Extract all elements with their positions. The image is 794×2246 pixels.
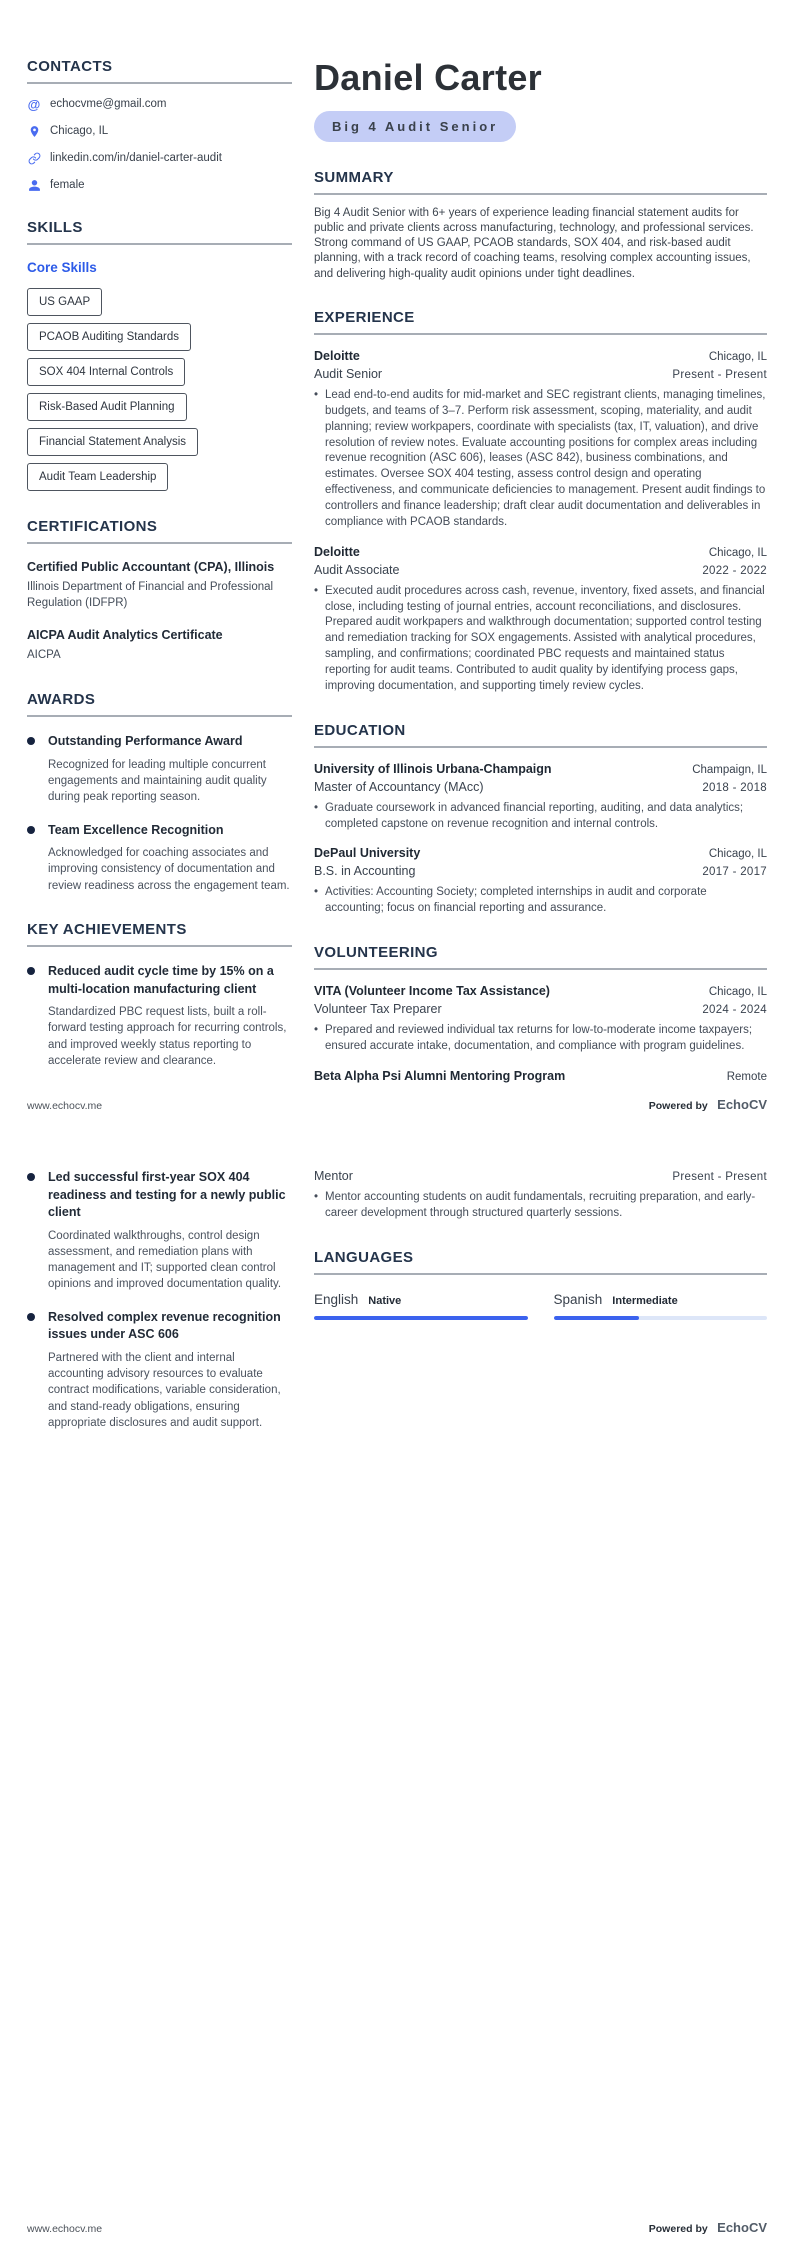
footer-site-url[interactable]: www.echocv.me (27, 2223, 103, 2235)
organization-location: Remote (726, 1070, 767, 1083)
experience-entry (314, 545, 767, 695)
powered-by-label: Powered by (648, 1100, 708, 1112)
link-icon (27, 151, 41, 165)
skill-pill: US GAAP (27, 288, 102, 316)
education-bullet-text: Activities: Accounting Society; completed internships in audit and corporate accounting; focus on financial reporting and assurance. (325, 886, 707, 915)
volunteer-bullet (314, 1190, 767, 1222)
achievement-description: Coordinated walkthroughs, control design assessment, and remediation plans with management and IT; supported clean control opinions and improved documentation quality. (48, 1229, 282, 1291)
volunteering-heading: VOLUNTEERING (314, 944, 767, 970)
education-entry (314, 762, 767, 833)
footer-site-url[interactable]: www.echocv.me (27, 1100, 103, 1112)
job-bullet (314, 388, 767, 531)
experience-entry (314, 349, 767, 531)
volunteering-entry (314, 1069, 767, 1083)
company-name: Deloitte (314, 349, 360, 363)
volunteering-section (314, 944, 767, 1083)
bullet-dot-icon (27, 967, 35, 975)
bullet-dot-icon (27, 826, 35, 834)
bullet-glyph: • (314, 584, 319, 597)
education-bullet (314, 801, 767, 833)
skill-pill: PCAOB Auditing Standards (27, 323, 191, 351)
award-description: Recognized for leading multiple concurrent engagements and maintaining audit quality during peak reporting season. (48, 758, 267, 804)
bullet-glyph: • (314, 886, 319, 899)
volunteer-bullet (314, 1023, 767, 1055)
bullet-glyph: • (314, 801, 319, 814)
education-section (314, 722, 767, 917)
page-footer (27, 2219, 767, 2237)
job-bullet-text: Executed audit procedures across cash, revenue, inventory, fixed assets, and financial close, including testing of journal entries, account reconciliations, and disclosures. Prepared audit workpapers and walkthrough documentation; supported control testing and remediation tracking for SOX engagements. Assisted with analytical procedures, sampling, and confirmations; coordinated PBC requests and maintained status reporting for audit teams. Contributed to audit quality by identifying process gaps, improving documentation, and supporting timely review cycles. (325, 584, 765, 692)
volunteering-entry (314, 984, 767, 1055)
bullet-dot-icon (27, 1313, 35, 1321)
achievement-title: Resolved complex revenue recognition issues under ASC 606 (48, 1309, 281, 1342)
achievement-item (27, 1169, 292, 1293)
sidebar-continued (27, 1169, 292, 1458)
organization-location: Chicago, IL (708, 986, 767, 999)
key-achievements-continued (27, 1169, 292, 1431)
key-achievements-section (27, 921, 292, 1069)
certification-item (27, 627, 292, 664)
contact-email (27, 97, 292, 111)
summary-section (314, 169, 767, 282)
job-dates: Present - Present (672, 369, 767, 381)
candidate-name: Daniel Carter (314, 57, 542, 98)
summary-heading: SUMMARY (314, 169, 767, 195)
job-title: Audit Associate (314, 562, 400, 577)
bullet-glyph: • (314, 389, 319, 401)
education-bullet (314, 885, 767, 917)
skills-heading: SKILLS (27, 219, 292, 245)
skills-section (27, 219, 292, 491)
achievement-item (27, 963, 292, 1069)
certification-title: Certified Public Accountant (CPA), Illinois (27, 560, 275, 574)
resume-page-2 (0, 1123, 794, 2246)
language-proficiency-bar (554, 1316, 768, 1320)
awards-section (27, 691, 292, 894)
school-location: Champaign, IL (692, 763, 767, 776)
award-item (27, 822, 292, 894)
award-description: Acknowledged for coaching associates and improving consistency of documentation and review readiness across the engagement team. (48, 847, 290, 892)
company-location: Chicago, IL (708, 351, 767, 363)
education-heading: EDUCATION (314, 722, 767, 748)
job-title: Audit Senior (314, 367, 383, 381)
organization-name: Beta Alpha Psi Alumni Mentoring Program (314, 1068, 566, 1083)
language-item (314, 1292, 528, 1320)
achievement-description: Standardized PBC request lists, built a roll-forward testing approach for recurring controls, and improved weekly status reporting to accelerate review and clearance. (48, 1006, 287, 1068)
contact-gender-text: female (50, 179, 85, 191)
education-bullet-text: Graduate coursework in advanced financial reporting, auditing, and data analytics; completed capstone on revenue recognition and internal controls. (325, 801, 744, 830)
contacts-heading: CONTACTS (27, 58, 292, 84)
achievement-title: Reduced audit cycle time by 15% on a multi-location manufacturing client (48, 964, 274, 996)
certification-issuer: Illinois Department of Financial and Professional Regulation (IDFPR) (27, 581, 274, 610)
skills-group-label: Core Skills (27, 260, 97, 275)
bullet-dot-icon (27, 1173, 35, 1181)
language-level: Native (368, 1294, 402, 1307)
contacts-section (27, 58, 292, 192)
skill-pill: Audit Team Leadership (27, 463, 168, 491)
language-level: Intermediate (612, 1294, 678, 1307)
education-entry (314, 846, 767, 917)
title-badge: Big 4 Audit Senior (314, 111, 516, 142)
bullet-dot-icon (27, 737, 35, 745)
volunteering-entry-continued (314, 1169, 767, 1222)
awards-heading: AWARDS (27, 691, 292, 717)
person-icon (27, 178, 41, 192)
page-footer (27, 1096, 767, 1114)
contact-email-text[interactable]: echocvme@gmail.com (50, 98, 167, 110)
volunteer-bullet-text: Mentor accounting students on audit fundamentals, recruiting preparation, and early-career development through structured quarterly sessions. (325, 1191, 756, 1219)
bullet-glyph: • (314, 1191, 319, 1203)
at-icon: @ (27, 96, 41, 112)
brand-name[interactable]: EchoCV (717, 1097, 767, 1112)
certification-title: AICPA Audit Analytics Certificate (27, 627, 223, 642)
school-location: Chicago, IL (708, 848, 767, 861)
main-column (314, 58, 767, 1096)
achievement-item (27, 1309, 292, 1432)
experience-heading: EXPERIENCE (314, 309, 767, 335)
bullet-glyph: • (314, 1024, 319, 1037)
job-bullet-text: Lead end-to-end audits for mid-market and SEC registrant clients, managing timelines, budgets, and teams of 3–7. Perform risk assessment, scoping, materiality, and audit planning; review workpapers, coordinate with specialists (tax, IT, valuation), and drive resolution of review notes. Evaluate accounting positions for complex areas including revenue recognition (ASC 606), leases (ASC 842), business combinations, and estimates. Oversee SOX 404 testing, assess control design and operating effectiveness, and communicate deficiencies to management. Present audit findings to controllers and finance leadership; draft clear audit documentation and deliverables in compliance with PCAOB standards. (325, 389, 766, 528)
skill-pill: Financial Statement Analysis (27, 428, 198, 456)
main-column-continued (314, 1169, 767, 1458)
footer-powered-by (649, 1096, 767, 1114)
certification-issuer: AICPA (27, 649, 61, 662)
award-item (27, 733, 292, 805)
key-achievements-heading: KEY ACHIEVEMENTS (27, 921, 292, 947)
language-proficiency-bar (314, 1316, 528, 1320)
certifications-heading: CERTIFICATIONS (27, 518, 292, 544)
organization-name: VITA (Volunteer Income Tax Assistance) (314, 984, 550, 999)
contact-linkedin-text[interactable]: linkedin.com/in/daniel-carter-audit (50, 152, 222, 164)
achievement-description: Partnered with the client and internal accounting advisory resources to evaluate contract modifications, variable consideration, and stand-ready obligations, ensuring appropriate disclosures and audit support. (48, 1351, 281, 1430)
summary-text: Big 4 Audit Senior with 6+ years of experience leading financial statement audits for public and private clients across manufacturing, technology, and professional services. Strong command of US GAAP, PCAOB standards, SOX 404, and risk-based audit planning, with a track record of coaching teams, resolving complex accounting issues, and delivering high-quality audit opinions under tight deadlines. (314, 206, 754, 280)
volunteer-role: Volunteer Tax Preparer (314, 1002, 442, 1017)
languages-section (314, 1249, 767, 1320)
language-name: English (314, 1291, 359, 1307)
certification-item (27, 559, 292, 612)
volunteer-bullet-text: Prepared and reviewed individual tax returns for low-to-moderate income taxpayers; ensured accurate intake, documentation, and compliance with program guidelines. (325, 1024, 753, 1053)
contact-linkedin (27, 151, 292, 165)
volunteer-dates: 2024 - 2024 (702, 1004, 767, 1017)
location-pin-icon (27, 124, 41, 138)
contact-gender (27, 178, 292, 192)
certifications-section (27, 518, 292, 664)
education-dates: 2018 - 2018 (702, 781, 767, 794)
award-title: Outstanding Performance Award (48, 734, 243, 749)
achievement-title: Led successful first-year SOX 404 readiness and testing for a newly public client (48, 1170, 286, 1219)
company-name: Deloitte (314, 544, 360, 559)
school-name: DePaul University (314, 846, 421, 861)
degree: B.S. in Accounting (314, 864, 416, 879)
language-proficiency-fill (554, 1316, 639, 1320)
language-item (554, 1292, 768, 1320)
job-dates: 2022 - 2022 (702, 564, 767, 577)
language-name: Spanish (553, 1291, 603, 1307)
experience-section (314, 309, 767, 695)
contact-location (27, 124, 292, 138)
languages-heading: LANGUAGES (314, 1249, 767, 1275)
education-dates: 2017 - 2017 (702, 866, 767, 879)
skill-pill: SOX 404 Internal Controls (27, 358, 185, 386)
contact-location-text: Chicago, IL (50, 125, 109, 137)
powered-by-label: Powered by (648, 2223, 708, 2235)
school-name: University of Illinois Urbana-Champaign (314, 761, 552, 776)
volunteer-dates: Present - Present (672, 1171, 767, 1183)
job-bullet (314, 584, 767, 695)
footer-powered-by (649, 2219, 767, 2237)
company-location: Chicago, IL (708, 546, 767, 559)
language-proficiency-fill (314, 1316, 528, 1320)
skill-pill: Risk-Based Audit Planning (27, 393, 187, 421)
award-title: Team Excellence Recognition (48, 822, 224, 837)
sidebar (27, 58, 292, 1096)
degree: Master of Accountancy (MAcc) (314, 779, 484, 794)
brand-name[interactable]: EchoCV (717, 2220, 767, 2235)
volunteer-role: Mentor (314, 1169, 353, 1183)
